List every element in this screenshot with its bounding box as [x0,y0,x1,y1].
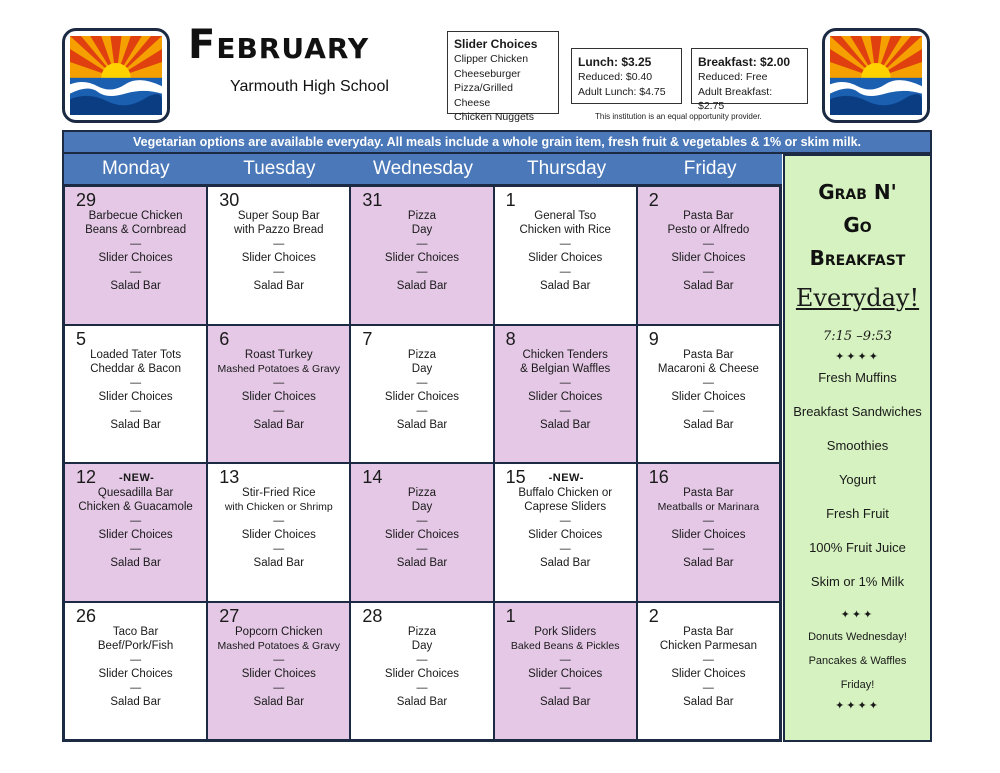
salad-bar-label: Salad Bar [683,695,734,708]
breakfast-price-box [691,48,808,112]
date-number: 12 [76,467,97,487]
slider-choices-label: Slider Choices [384,390,460,403]
star-divider-icon: ✦✦✦ [840,609,875,621]
salad-bar-label: Salad Bar [253,280,305,292]
entree-line-2: Macaroni & Cheese [657,362,759,375]
salad-bar-label: Salad Bar [539,418,591,431]
entree-line-2: Cheddar & Bacon [90,362,181,375]
salad-bar-label: Salad Bar [396,695,448,708]
dash-divider: — [130,681,142,694]
slider-choices-label: Slider Choices [671,529,746,541]
sidebar-everyday: Everyday! [795,284,920,312]
dash-divider: — [559,376,571,389]
date-number: 26 [76,605,97,626]
day-cell [350,325,493,464]
date-number: 1 [505,190,516,210]
entree-line-1: Taco Bar [112,625,159,638]
weekday-thursday: Thursday [526,158,607,179]
entree-line-1: Pizza [407,210,437,222]
day-cell [207,463,350,602]
entree-line-1: Roast Turkey [244,348,313,361]
day-cell [637,325,780,464]
vegetarian-banner: Vegetarian options are available everyday. All meals include a whole grain item, fresh fruit & vegetables & 1% or skim milk. [62,130,932,154]
entree-line-1: Super Soup Bar [237,210,320,222]
dash-divider: — [273,653,285,666]
day-cell [350,186,493,325]
salad-bar-label: Salad Bar [683,280,734,292]
dash-divider: — [273,515,285,527]
day-cell [207,325,350,464]
entree-line-2: Day [411,362,433,375]
entree-line-1: Pasta Bar [683,625,734,638]
equal-opportunity-note: This institution is an equal opportunity provider. [595,112,762,121]
slider-choices-label: Slider Choices [98,252,173,264]
date-number: 30 [219,190,240,210]
slider-choices-label: Slider Choices [98,529,173,541]
slider-choices-label: Slider Choices [671,390,746,403]
date-number: 1 [505,605,516,626]
entree-line-2: Mashed Potatoes & Gravy [217,639,341,652]
entree-line-2: Meatballs or Marinara [657,501,760,513]
dash-divider: — [416,543,428,555]
menu-calendar-grid [62,184,782,742]
weekday-wednesday: Wednesday [372,158,473,179]
slider-choice-item: Clipper Chicken [454,53,529,65]
slider-choices-label: Slider Choices [241,390,316,403]
entree-line-2: Beans & Cornbread [85,224,187,236]
day-cell [64,186,207,325]
lunch-reduced-price: Reduced: $0.40 [578,71,653,83]
entree-line-2: Day [411,639,433,652]
day-cell [494,325,637,464]
slider-choices-label: Slider Choices [384,667,460,680]
salad-bar-label: Salad Bar [110,418,161,431]
entree-line-1: Pasta Bar [683,210,734,222]
slider-choices-label: Slider Choices [671,667,746,680]
dash-divider: — [416,238,428,250]
dash-divider: — [416,515,428,527]
month-title: February [188,22,370,68]
lunch-price-box [571,48,682,104]
star-divider-icon: ✦✦✦✦ [835,700,880,712]
slider-choices-label: Slider Choices [241,667,316,680]
entree-line-2: with Pazzo Bread [234,224,324,236]
date-number: 27 [219,605,240,626]
salad-bar-label: Salad Bar [683,557,734,569]
dash-divider: — [130,404,142,417]
sidebar-title-line-1: Grab N' [818,180,897,204]
dash-divider: — [702,404,714,417]
dash-divider: — [702,238,714,250]
day-cell [350,602,493,741]
weekday-header [62,154,782,184]
breakfast-price: Breakfast: $2.00 [698,55,791,69]
slider-choices-label: Slider Choices [98,390,173,403]
dash-divider: — [702,653,714,666]
entree-line-1: Quesadilla Bar [97,487,174,499]
dash-divider: — [273,404,285,417]
day-cell [350,463,493,602]
star-divider-icon: ✦✦✦✦ [835,351,880,363]
dash-divider: — [416,653,428,666]
date-number: 13 [219,467,240,487]
breakfast-item: Yogurt [838,472,877,487]
salad-bar-label: Salad Bar [253,557,305,569]
slider-choices-label: Slider Choices [528,390,603,403]
date-number: 7 [362,328,373,349]
day-cell [637,186,780,325]
entree-line-1: Popcorn Chicken [235,625,323,638]
entree-line-2: & Belgian Waffles [520,362,611,375]
special-note: Pancakes & Waffles [808,655,907,667]
special-note: Friday! [840,679,875,691]
dash-divider: — [273,681,285,694]
slider-choices-label: Slider Choices [384,529,460,541]
day-cell [64,463,207,602]
entree-line-1: Pasta Bar [683,348,734,361]
entree-line-2: Beef/Pork/Fish [97,639,174,652]
salad-bar-label: Salad Bar [253,695,305,708]
slider-choices-label: Slider Choices [241,529,316,541]
entree-line-1: Chicken Tenders [522,348,608,361]
entree-line-1: Pizza [407,625,437,638]
salad-bar-label: Salad Bar [539,280,591,292]
new-badge: -NEW- [119,472,155,484]
breakfast-item: Fresh Muffins [818,370,897,385]
entree-line-1: General Tso [534,210,597,222]
breakfast-reduced-price: Reduced: Free [698,71,768,83]
weekday-monday: Monday [101,158,170,179]
date-number: 28 [362,605,383,626]
day-cell [637,463,780,602]
entree-line-2: Chicken with Rice [519,224,611,236]
slider-choice-item: Cheeseburger [454,67,521,80]
dash-divider: — [559,404,571,417]
adult-lunch-price: Adult Lunch: $4.75 [578,85,666,98]
slider-choice-item: Pizza/Grilled Cheese [454,82,513,109]
entree-line-1: Barbecue Chicken [88,210,183,222]
breakfast-item: 100% Fruit Juice [809,540,906,555]
dash-divider: — [130,543,142,555]
entree-line-1: Pizza [407,487,437,499]
date-number: 15 [505,467,526,487]
dash-divider: — [130,653,142,666]
slider-choices-label: Slider Choices [384,252,460,264]
breakfast-item: Fresh Fruit [826,506,889,521]
slider-choices-label: Slider Choices [241,252,316,264]
dash-divider: — [416,404,428,417]
date-number: 16 [648,467,669,487]
day-cell [207,602,350,741]
dash-divider: — [130,515,142,527]
dash-divider: — [702,543,714,555]
entree-line-1: Stir-Fried Rice [242,487,316,499]
entree-line-1: Buffalo Chicken or [518,487,613,499]
sidebar-title-line-3: Breakfast [809,246,906,270]
entree-line-2: Mashed Potatoes & Gravy [217,362,341,375]
date-number: 2 [648,190,659,210]
weekday-friday: Friday [683,158,737,179]
entree-line-2: Day [411,501,433,513]
dash-divider: — [702,376,714,389]
salad-bar-label: Salad Bar [396,418,448,431]
sunset-ocean-logo-icon [822,28,930,123]
grab-n-go-sidebar [783,154,932,742]
day-cell [637,602,780,741]
sidebar-title-line-2: Go [843,213,872,237]
day-cell [494,463,637,602]
date-number: 9 [648,328,659,349]
breakfast-time: 7:15 –9:53 [822,329,893,344]
dash-divider: — [273,376,285,389]
salad-bar-label: Salad Bar [396,557,448,569]
salad-bar-label: Salad Bar [396,280,448,292]
entree-line-1: Pork Sliders [534,625,597,638]
dash-divider: — [130,238,142,250]
slider-choices-label: Slider Choices [528,667,603,680]
entree-line-2: Caprese Sliders [524,501,607,513]
dash-divider: — [416,681,428,694]
dash-divider: — [130,266,142,278]
slider-choices-label: Slider Choices [528,529,603,541]
slider-choices-label: Slider Choices [98,667,173,680]
adult-breakfast-price: Adult Breakfast: $2.75 [698,85,773,112]
entree-line-1: Pizza [407,348,437,361]
school-name: Yarmouth High School [230,78,389,95]
dash-divider: — [559,653,571,666]
lunch-price: Lunch: $3.25 [578,55,652,69]
salad-bar-label: Salad Bar [110,557,161,569]
day-cell [207,186,350,325]
entree-line-1: Pasta Bar [683,487,734,499]
dash-divider: — [130,376,142,389]
salad-bar-label: Salad Bar [539,695,591,708]
special-note: Donuts Wednesday! [808,631,907,643]
dash-divider: — [416,266,428,278]
dash-divider: — [273,238,285,250]
dash-divider: — [273,266,285,278]
date-number: 31 [362,190,383,210]
new-badge: -NEW- [548,472,584,484]
salad-bar-label: Salad Bar [683,418,734,431]
breakfast-item: Skim or 1% Milk [810,574,905,589]
dash-divider: — [559,515,571,527]
entree-line-2: Chicken Parmesan [659,639,757,652]
date-number: 6 [219,328,230,349]
date-number: 29 [76,190,97,210]
dash-divider: — [559,266,571,278]
dash-divider: — [702,515,714,527]
dash-divider: — [416,376,428,389]
dash-divider: — [702,266,714,278]
day-cell [64,602,207,741]
dash-divider: — [559,238,571,250]
dash-divider: — [559,543,571,555]
breakfast-item: Smoothies [826,438,889,453]
breakfast-item: Breakfast Sandwiches [793,404,922,419]
slider-choices-title: Slider Choices [454,37,538,51]
dash-divider: — [273,543,285,555]
slider-choice-item: Chicken Nuggets [454,111,534,123]
sunset-ocean-logo-icon [62,28,170,123]
salad-bar-label: Salad Bar [110,280,161,292]
salad-bar-label: Salad Bar [253,418,305,431]
entree-line-1: Loaded Tater Tots [90,348,182,361]
date-number: 14 [362,467,383,487]
salad-bar-label: Salad Bar [539,557,591,569]
date-number: 2 [648,605,659,626]
salad-bar-label: Salad Bar [110,695,161,708]
dash-divider: — [559,681,571,694]
slider-choices-label: Slider Choices [528,252,603,264]
entree-line-2: Day [411,224,433,236]
slider-choices-box [447,31,559,123]
entree-line-2: Chicken & Guacamole [78,501,193,513]
dash-divider: — [702,681,714,694]
day-cell [494,602,637,741]
day-cell [64,325,207,464]
entree-line-2: Baked Beans & Pickles [510,639,620,652]
entree-line-2: with Chicken or Shrimp [224,501,333,513]
weekday-tuesday: Tuesday [243,158,316,179]
slider-choices-label: Slider Choices [671,252,746,264]
date-number: 8 [505,328,516,349]
entree-line-2: Pesto or Alfredo [667,224,750,236]
day-cell [494,186,637,325]
date-number: 5 [76,328,87,349]
